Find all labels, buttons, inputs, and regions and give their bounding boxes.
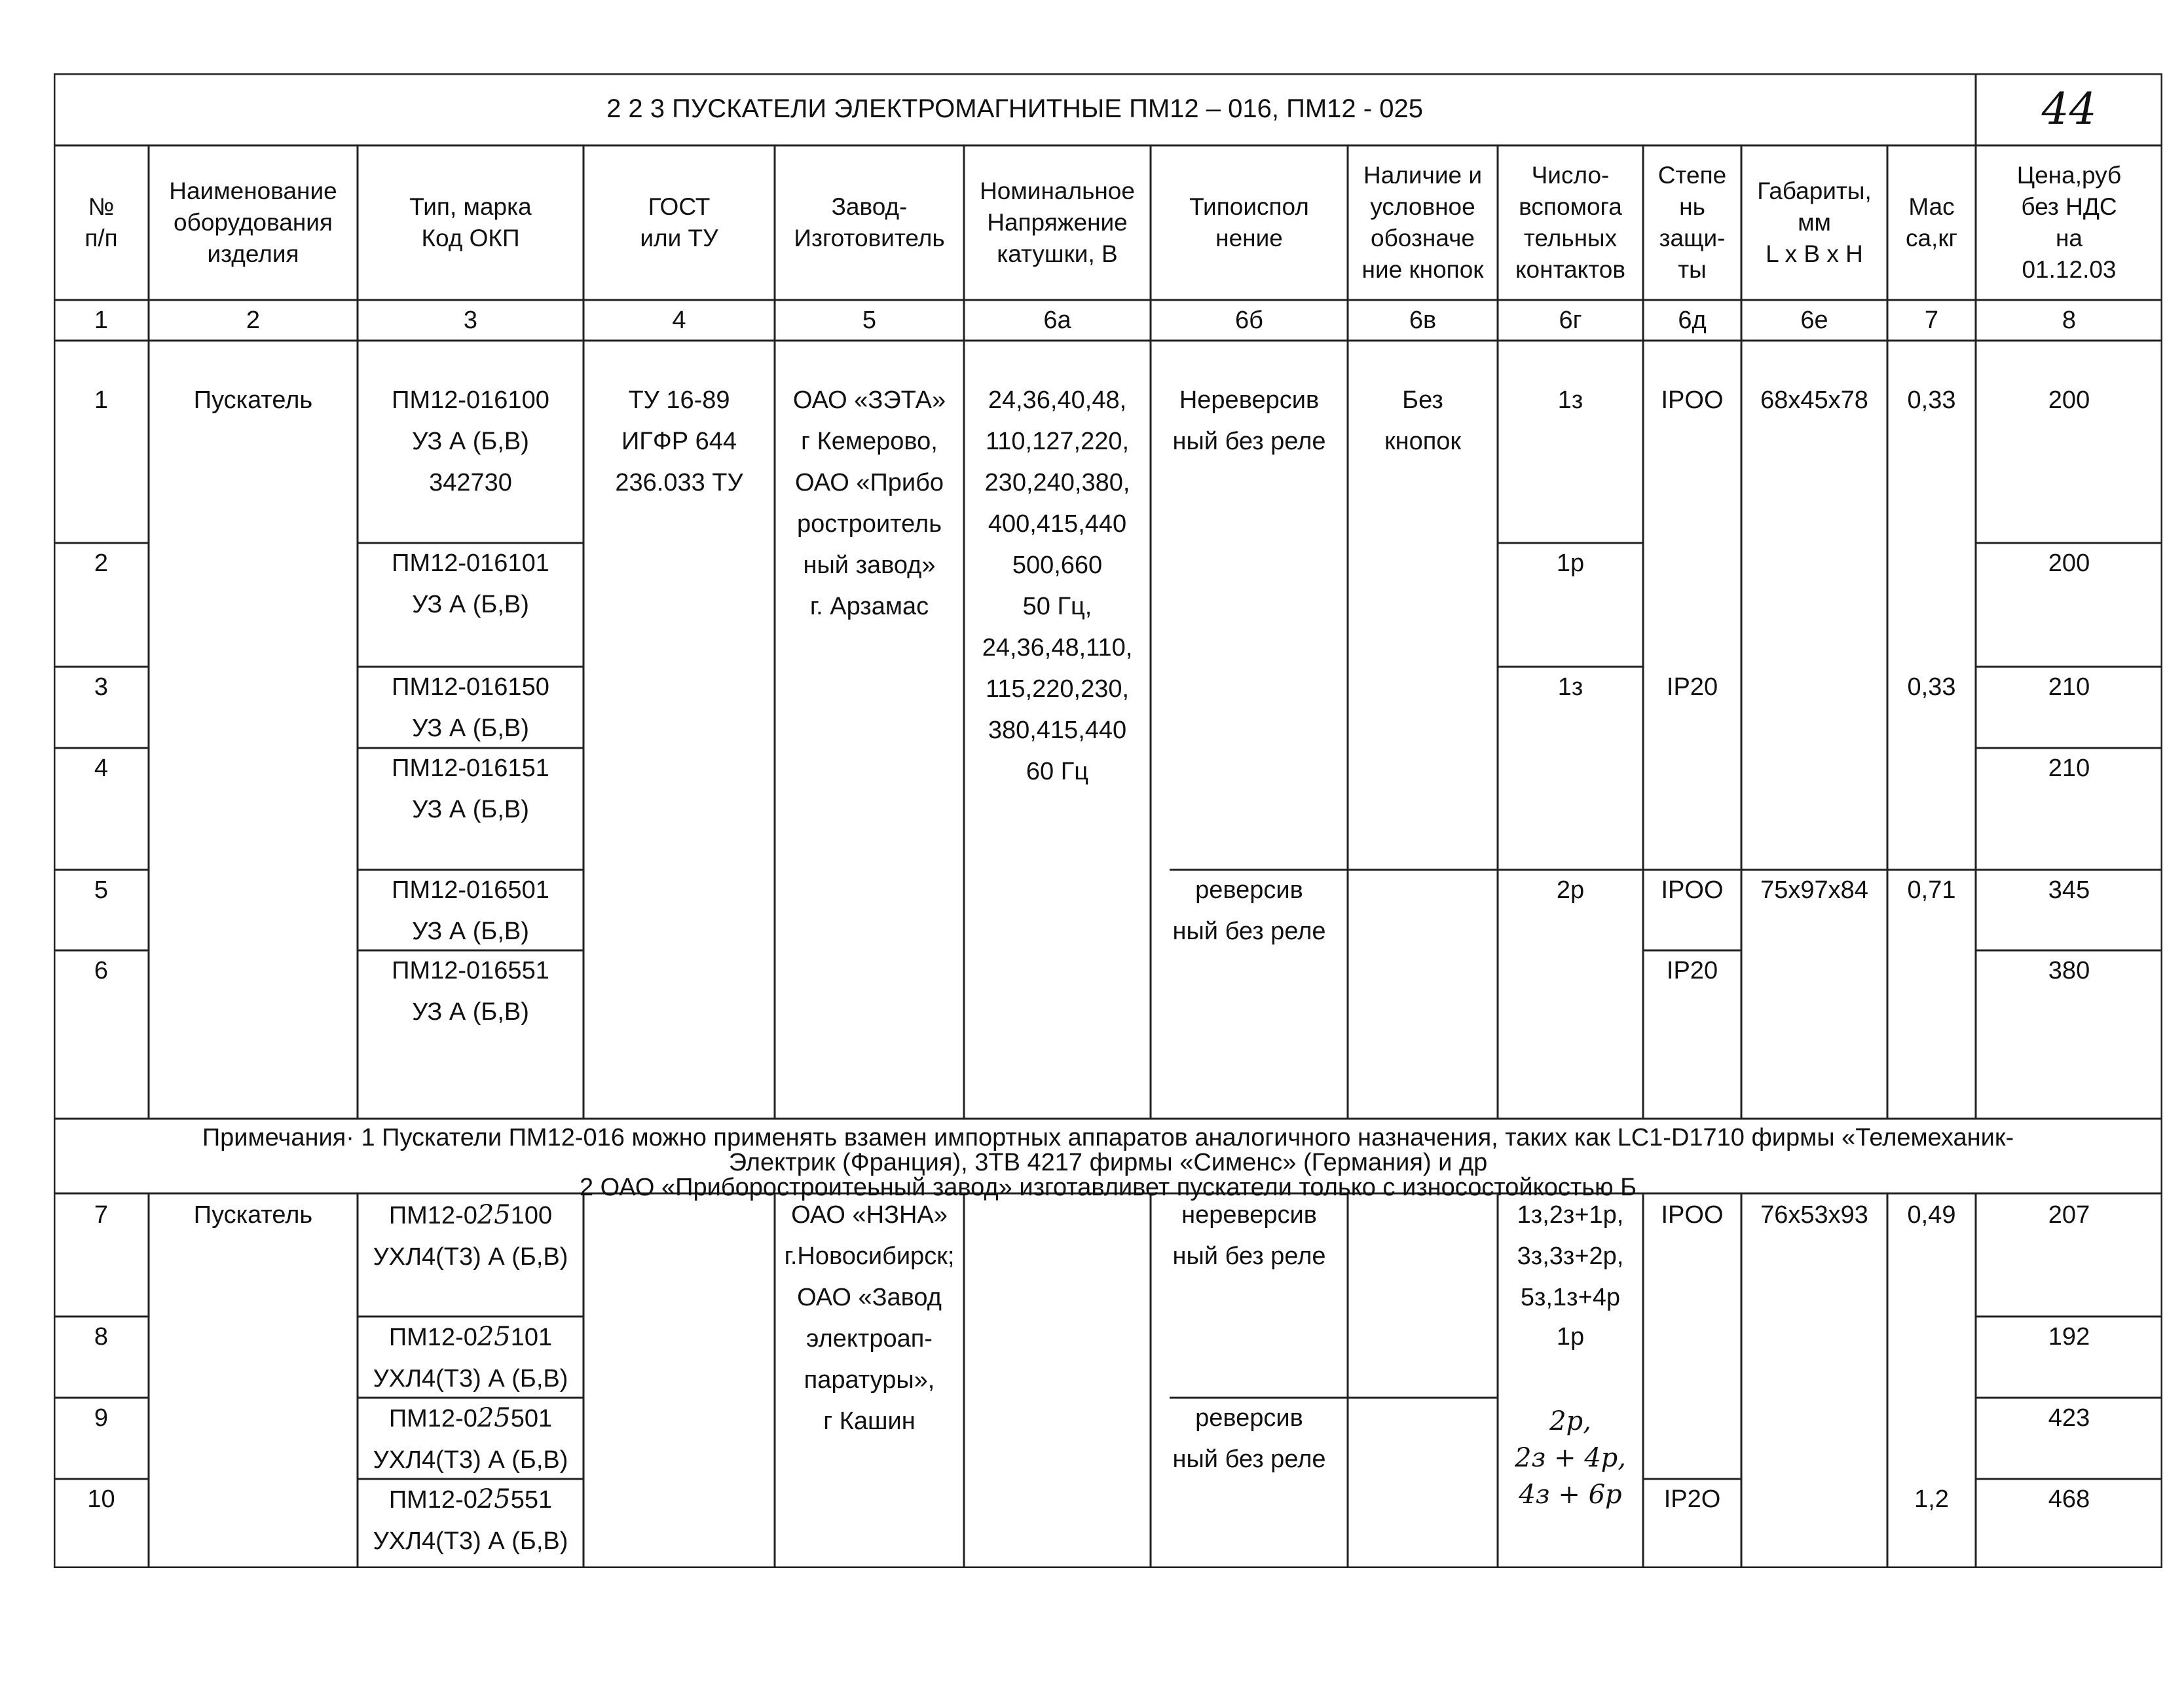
- page-number: 44: [2041, 84, 2097, 134]
- column-number: 4: [672, 307, 686, 334]
- design-type: Нереверсив ный без реле: [1172, 386, 1326, 455]
- header-gost: ГОСТ или ТУ: [640, 193, 718, 252]
- aux-contacts: 2р: [1556, 876, 1585, 904]
- aux-contacts: 1з: [1557, 386, 1583, 414]
- price: 210: [2048, 755, 2090, 782]
- aux-contacts: 1з: [1557, 673, 1583, 701]
- type-code: ПМ12-025100 УХЛ4(Т3) А (Б,В): [373, 1200, 568, 1271]
- column-number: 5: [862, 307, 877, 334]
- type-code: ПМ12-016100 УЗ А (Б,В) 342730: [392, 386, 549, 496]
- price: 380: [2048, 957, 2090, 984]
- protection-degree: IPOO: [1661, 876, 1724, 904]
- mass: 0,33: [1907, 673, 1956, 701]
- table-title: 2 2 3 ПУСКАТЕЛИ ЭЛЕКТРОМАГНИТНЫЕ ПМ12 – 016, ПМ12 - 025: [606, 94, 1423, 123]
- type-code: ПМ12-025101 УХЛ4(Т3) А (Б,В): [373, 1322, 568, 1392]
- dimensions: 68x45x78: [1760, 386, 1868, 414]
- aux-contacts: 1р: [1556, 1323, 1585, 1351]
- price: 345: [2048, 876, 2090, 904]
- column-number: 2: [246, 307, 261, 334]
- equipment-name: Пускатель: [193, 1201, 313, 1229]
- aux-contacts-handwritten: 2р, 2з + 4р, 4з + 6р: [1515, 1406, 1626, 1510]
- manufacturer: ОАО «ЗЭТА» г Кемерово, ОАО «Прибо ростроитель ный завод» г. Арзамас: [792, 386, 946, 620]
- price: 200: [2048, 386, 2090, 414]
- header-dimensions: Габариты, мм L x B x H: [1757, 178, 1872, 267]
- type-code: ПМ12-025501 УХЛ4(Т3) А (Б,В): [373, 1403, 568, 1474]
- price: 200: [2048, 550, 2090, 577]
- mass: 1,2: [1914, 1486, 1949, 1513]
- column-number: 6г: [1559, 307, 1582, 334]
- column-number: 6б: [1235, 307, 1263, 334]
- dimensions: 75x97x84: [1760, 876, 1868, 904]
- protection-degree: IPOO: [1661, 386, 1724, 414]
- header-factory: Завод- Изготовитель: [794, 193, 945, 252]
- protection-degree: IP2O: [1663, 1486, 1721, 1513]
- price-table-page: [54, 73, 2162, 1568]
- price: 423: [2048, 1404, 2090, 1432]
- buttons: Без кнопок: [1384, 386, 1462, 455]
- mass: 0,49: [1907, 1201, 1956, 1229]
- row-number: 6: [94, 957, 109, 984]
- price: 210: [2048, 673, 2090, 701]
- header-price: Цена,руб без НДС на 01.12.03: [2016, 162, 2122, 283]
- notes-line-1: Примечания· 1 Пускатели ПМ12-016 можно применять взамен импортных аппаратов аналогичного назначения, таких как LC1-D1710 фирмы «Телемеханик-: [202, 1124, 2014, 1151]
- column-number: 6д: [1678, 307, 1707, 334]
- header-number: № п/п: [84, 193, 118, 252]
- row-number: 9: [94, 1404, 109, 1432]
- type-code: ПМ12-016151 УЗ А (Б,В): [392, 755, 549, 823]
- gost-spec: ТУ 16-89 ИГФР 644 236.033 ТУ: [615, 386, 743, 496]
- protection-degree: IPOO: [1661, 1201, 1724, 1229]
- mass: 0,71: [1907, 876, 1956, 904]
- price: 192: [2048, 1323, 2090, 1351]
- dimensions: 76x53x93: [1760, 1201, 1868, 1229]
- header-name: Наименование оборудования изделия: [169, 178, 337, 267]
- manufacturer: ОАО «НЗНА» г.Новосибирск; ОАО «Завод электроап- паратуры», г Кашин: [784, 1201, 955, 1435]
- type-code: ПМ12-016101 УЗ А (Б,В): [392, 550, 549, 618]
- header-mass: Мас са,кг: [1905, 193, 1958, 252]
- design-type: реверсив ный без реле: [1172, 876, 1326, 945]
- row-number: 7: [94, 1201, 109, 1229]
- row-number: 1: [94, 386, 109, 414]
- row-number: 8: [94, 1323, 109, 1351]
- protection-degree: IP20: [1666, 673, 1718, 701]
- header-protection: Степе нь защи- ты: [1657, 162, 1727, 283]
- column-number: 1: [94, 307, 109, 334]
- mass: 0,33: [1907, 386, 1956, 414]
- type-code: ПМ12-016150 УЗ А (Б,В): [392, 673, 549, 742]
- price: 468: [2048, 1486, 2090, 1513]
- header-contacts: Число- вспомога тельных контактов: [1515, 162, 1626, 283]
- row-number: 4: [94, 755, 109, 782]
- header-design: Типоиспол нение: [1189, 193, 1309, 252]
- column-number: 3: [463, 307, 478, 334]
- column-number: 6а: [1043, 307, 1071, 334]
- notes-line-3: 2 ОАО «Приборостроитеьный завод» изготавливет пускатели только с износостойкостью Б: [579, 1174, 1637, 1201]
- column-number: 6в: [1409, 307, 1437, 334]
- row-number: 10: [87, 1486, 115, 1513]
- protection-degree: IP20: [1666, 957, 1718, 984]
- header-type: Тип, марка Код ОКП: [409, 193, 532, 252]
- row-number: 5: [94, 876, 109, 904]
- row-number: 2: [94, 550, 109, 577]
- row-number: 3: [94, 673, 109, 701]
- coil-voltage: 24,36,40,48, 110,127,220, 230,240,380, 400,415,440 500,660 50 Гц, 24,36,48,110, 115,220,230, 380,415,440 60 Гц: [982, 386, 1133, 785]
- type-code: ПМ12-016551 УЗ А (Б,В): [392, 957, 549, 1026]
- design-type: нереверсив ный без реле: [1172, 1201, 1326, 1270]
- price: 207: [2048, 1201, 2090, 1229]
- column-number: 8: [2062, 307, 2077, 334]
- notes-line-2: Электрик (Франция), 3ТВ 4217 фирмы «Сименс» (Германия) и др: [728, 1149, 1488, 1176]
- aux-contacts: 1з,2з+1р, 3з,3з+2р, 5з,1з+4р: [1517, 1201, 1624, 1311]
- aux-contacts: 1р: [1556, 550, 1585, 577]
- header-voltage: Номинальное Напряжение катушки, В: [980, 178, 1135, 267]
- column-number: 7: [1924, 307, 1939, 334]
- type-code: ПМ12-025551 УХЛ4(Т3) А (Б,В): [373, 1484, 568, 1555]
- column-number: 6е: [1800, 307, 1828, 334]
- design-type: реверсив ный без реле: [1172, 1404, 1326, 1473]
- type-code: ПМ12-016501 УЗ А (Б,В): [392, 876, 549, 945]
- equipment-name: Пускатель: [193, 386, 313, 414]
- header-buttons: Наличие и условное обозначе ние кнопок: [1361, 162, 1484, 283]
